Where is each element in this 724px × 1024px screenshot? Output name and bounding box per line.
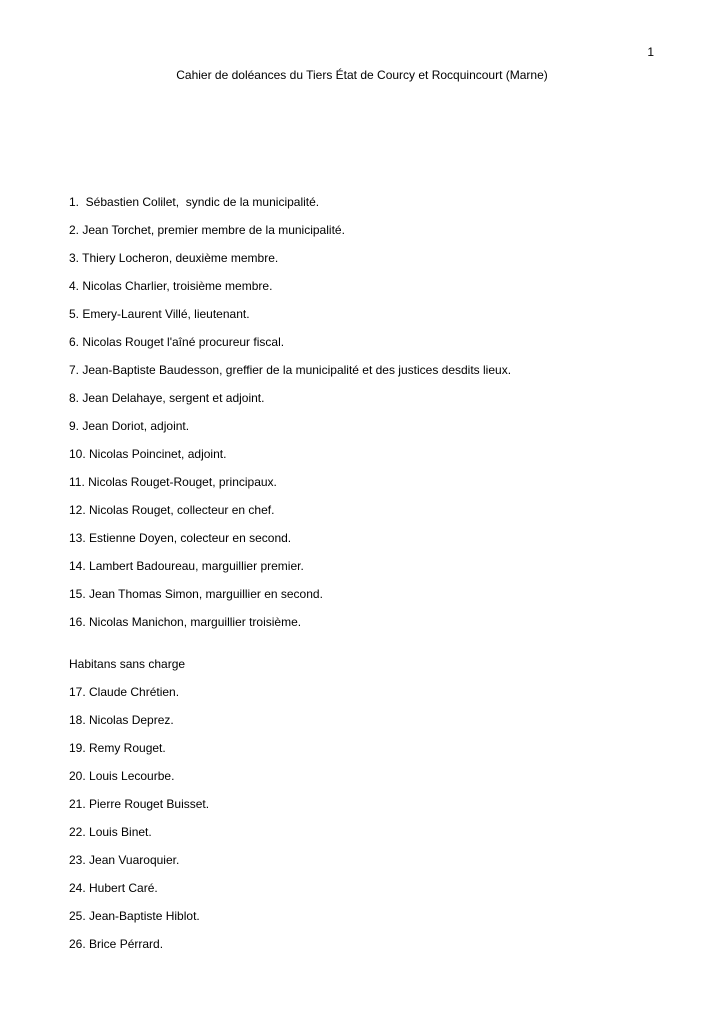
list-item: 21. Pierre Rouget Buisset. bbox=[69, 797, 210, 811]
list-item: 13. Estienne Doyen, colecteur en second. bbox=[69, 531, 292, 545]
list-item: 18. Nicolas Deprez. bbox=[69, 713, 174, 727]
document-title: Cahier de doléances du Tiers État de Courcy et Rocquincourt (Marne) bbox=[176, 68, 548, 82]
list-item: 17. Claude Chrétien. bbox=[69, 685, 180, 699]
list-item: 11. Nicolas Rouget-Rouget, principaux. bbox=[69, 475, 277, 489]
list-item: 7. Jean-Baptiste Baudesson, greffier de la municipalité et des justices desdits lieux. bbox=[69, 363, 512, 377]
page-number: 1 bbox=[647, 45, 654, 59]
list-item: 3. Thiery Locheron, deuxième membre. bbox=[69, 251, 279, 265]
list-item: 26. Brice Pérrard. bbox=[69, 937, 164, 951]
list-item: 20. Louis Lecourbe. bbox=[69, 769, 175, 783]
list-item: 4. Nicolas Charlier, troisième membre. bbox=[69, 279, 273, 293]
section-heading: Habitans sans charge bbox=[69, 657, 186, 671]
list-item: 10. Nicolas Poincinet, adjoint. bbox=[69, 447, 227, 461]
list-item: 12. Nicolas Rouget, collecteur en chef. bbox=[69, 503, 275, 517]
list-item: 15. Jean Thomas Simon, marguillier en second. bbox=[69, 587, 323, 601]
list-item: 8. Jean Delahaye, sergent et adjoint. bbox=[69, 391, 265, 405]
list-item: 19. Remy Rouget. bbox=[69, 741, 166, 755]
list-item: 22. Louis Binet. bbox=[69, 825, 152, 839]
list-item: 5. Emery-Laurent Villé, lieutenant. bbox=[69, 307, 250, 321]
list-item: 23. Jean Vuaroquier. bbox=[69, 853, 180, 867]
list-item: 9. Jean Doriot, adjoint. bbox=[69, 419, 190, 433]
list-item: 25. Jean-Baptiste Hiblot. bbox=[69, 909, 200, 923]
list-item: 16. Nicolas Manichon, marguillier troisième. bbox=[69, 615, 302, 629]
list-item: 6. Nicolas Rouget l'aîné procureur fiscal. bbox=[69, 335, 285, 349]
list-item: 1. Sébastien Colilet, syndic de la municipalité. bbox=[69, 195, 320, 209]
list-item: 2. Jean Torchet, premier membre de la municipalité. bbox=[69, 223, 345, 237]
list-item: 24. Hubert Caré. bbox=[69, 881, 158, 895]
list-item: 14. Lambert Badoureau, marguillier premier. bbox=[69, 559, 304, 573]
